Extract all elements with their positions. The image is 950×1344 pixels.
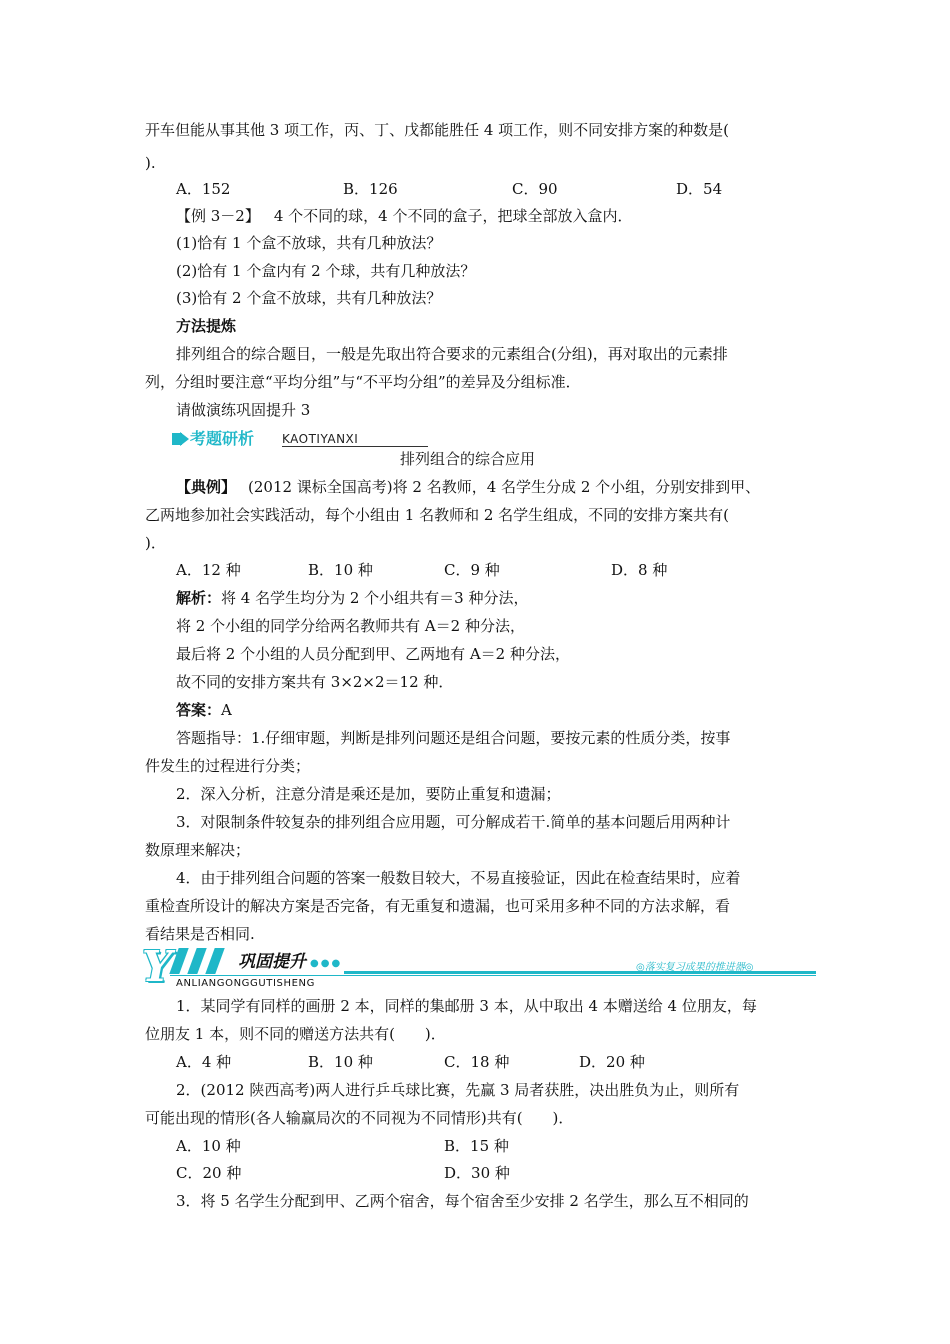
banner-rule bbox=[282, 446, 428, 447]
dots-icon: ●●● bbox=[310, 958, 343, 969]
guide-line: 看结果是否相同. bbox=[145, 925, 255, 943]
example-heading bbox=[176, 206, 633, 226]
section-banner-kaotiyanxi bbox=[172, 429, 428, 451]
exercise-line: 2．(2012 陕西高考)两人进行乒乓球比赛，先赢 3 局者获胜，决出胜负为止，则所有 bbox=[176, 1081, 740, 1099]
method-heading: 方法提炼 bbox=[176, 317, 237, 335]
answer-value: A bbox=[221, 701, 232, 719]
banner-slogan: ◎落实复习成果的推进器◎ bbox=[636, 962, 754, 973]
example-item: (2)恰有 1 个盒内有 2 个球，共有几种放法？ bbox=[176, 262, 476, 280]
option-b: B．126 bbox=[343, 180, 398, 198]
answer-label: 答案： bbox=[176, 701, 222, 719]
example-item: (3)恰有 2 个盒不放球，共有几种放法？ bbox=[176, 289, 442, 307]
section-banner-gonggutisheng bbox=[140, 944, 816, 1002]
arrow-right-icon bbox=[180, 432, 189, 446]
banner-subtitle: KAOTIYANXI bbox=[282, 432, 359, 446]
analysis-line: 故不同的安排方案共有 3×2×2＝12 种． bbox=[176, 673, 454, 691]
typical-example-line: )． bbox=[145, 534, 166, 552]
banner-underline bbox=[170, 975, 816, 976]
exercise-line: 位朋友 1 本，则不同的赠送方法共有( )． bbox=[145, 1025, 446, 1043]
option-a: A．12 种 bbox=[176, 561, 241, 579]
method-text-line: 列，分组时要注意“平均分组”与“不平均分组”的差异及分组标准． bbox=[145, 373, 581, 391]
exercise-line: 可能出现的情形(各人输赢局次的不同视为不同情形)共有( )． bbox=[145, 1109, 574, 1127]
guide-line: 2．深入分析，注意分清是乘还是加，要防止重复和遗漏； bbox=[176, 785, 561, 803]
guide-line: 重检查所设计的解决方案是否完备，有无重复和遗漏，也可采用多种不同的方法求解，看 bbox=[145, 897, 731, 915]
option-b: B．15 种 bbox=[444, 1137, 509, 1155]
analysis-line: 将 2 个小组的同学分给两名教师共有 A＝2 种分法， bbox=[176, 617, 525, 635]
method-text-line: 排列组合的综合题目，一般是先取出符合要求的元素组合(分组)，再对取出的元素排 bbox=[176, 345, 728, 363]
analysis-label: 解析： bbox=[176, 589, 222, 607]
analysis-text: 将 4 名学生均分为 2 个小组共有＝3 种分法， bbox=[221, 589, 529, 607]
banner-stripe bbox=[205, 948, 224, 974]
example-text: 4 个不同的球，4 个不同的盒子，把球全部放入盒内． bbox=[273, 207, 633, 225]
exercise-line: 3．将 5 名学生分配到甲、乙两个宿舍，每个宿舍至少安排 2 名学生，那么互不相同的 bbox=[176, 1192, 749, 1210]
option-d: D．20 种 bbox=[579, 1053, 645, 1071]
banner-letter-logo: Y bbox=[142, 942, 172, 991]
example-item: (1)恰有 1 个盒不放球，共有几种放法？ bbox=[176, 234, 442, 252]
option-b: B．10 种 bbox=[308, 561, 373, 579]
section-title: 排列组合的综合应用 bbox=[400, 450, 536, 468]
banner-title: 巩固提升 bbox=[238, 952, 306, 972]
question-text-line: 开车但能从事其他 3 项工作，丙、丁、戊都能胜任 4 项工作，则不同安排方案的种数是( bbox=[145, 121, 730, 139]
answer-line bbox=[176, 700, 232, 720]
banner-title: 考题研析 bbox=[190, 429, 255, 448]
banner-subtitle: ANLIANGONGGUTISHENG bbox=[176, 978, 315, 989]
option-a: A．10 种 bbox=[176, 1137, 241, 1155]
banner-stripe bbox=[187, 948, 206, 974]
option-a: A．152 bbox=[176, 180, 231, 198]
typical-example-line: 乙两地参加社会实践活动，每个小组由 1 名教师和 2 名学生组成，不同的安排方案共有( bbox=[145, 506, 730, 524]
guide-line: 数原理来解决； bbox=[145, 841, 251, 859]
option-d: D．30 种 bbox=[444, 1164, 510, 1182]
option-d: D．8 种 bbox=[611, 561, 668, 579]
option-c: C．20 种 bbox=[176, 1164, 242, 1182]
typical-text: (2012 课标全国高考)将 2 名教师，4 名学生分成 2 个小组，分别安排到甲、 bbox=[248, 478, 761, 496]
option-b: B．10 种 bbox=[308, 1053, 373, 1071]
exercise-line: 1．某同学有同样的画册 2 本，同样的集邮册 3 本，从中取出 4 本赠送给 4 位朋友，每 bbox=[176, 997, 757, 1015]
typical-example-line bbox=[176, 477, 760, 497]
option-c: C．9 种 bbox=[444, 561, 500, 579]
option-d: D．54 bbox=[676, 180, 723, 198]
example-tag: 【例 3－2】 bbox=[176, 207, 260, 225]
option-c: C．90 bbox=[512, 180, 558, 198]
guide-line: 4．由于排列组合问题的答案一般数目较大，不易直接验证，因此在检查结果时，应着 bbox=[176, 869, 741, 887]
option-a: A．4 种 bbox=[176, 1053, 232, 1071]
question-text-line: ). bbox=[145, 154, 156, 172]
analysis-line bbox=[176, 588, 529, 608]
guide-line: 答题指导：1.仔细审题，判断是排列问题还是组合问题，要按元素的性质分类，按事 bbox=[176, 729, 731, 747]
guide-line: 件发生的过程进行分类； bbox=[145, 757, 311, 775]
guide-line: 3．对限制条件较复杂的排列组合应用题，可分解成若干.简单的基本问题后用两种计 bbox=[176, 813, 731, 831]
typical-tag: 【典例】 bbox=[176, 478, 237, 496]
practice-note: 请做演练巩固提升 3 bbox=[176, 401, 311, 419]
banner-stripe bbox=[169, 948, 188, 974]
option-c: C．18 种 bbox=[444, 1053, 510, 1071]
analysis-line: 最后将 2 个小组的人员分配到甲、乙两地有 A＝2 种分法， bbox=[176, 645, 570, 663]
